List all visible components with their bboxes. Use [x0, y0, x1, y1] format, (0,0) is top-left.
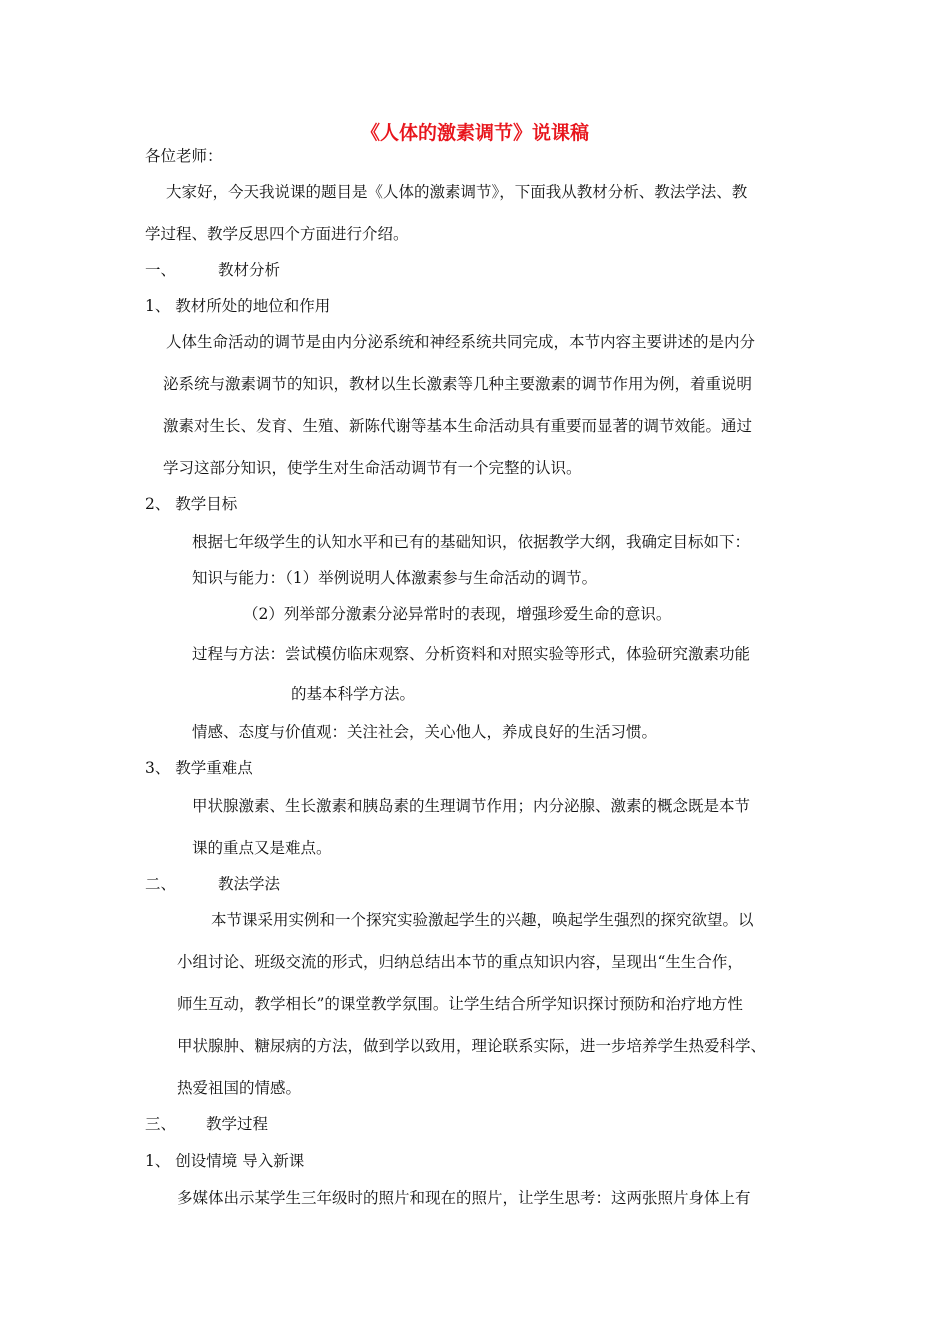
subheading-difficult: 3、 教学重难点 — [145, 759, 253, 777]
section-number: 二、 — [145, 875, 177, 893]
goals-knowledge-2: （2）列举部分激素分泌异常时的表现，增强珍爱生命的意识。 — [243, 605, 672, 623]
section-number: 一、 — [145, 261, 177, 279]
section-heading-3 — [145, 1114, 268, 1134]
subheading-position: 1、 教材所处的地位和作用 — [145, 297, 331, 315]
paragraph-line: 师生互动，教学相长”的课堂教学氛围。让学生结合所学知识探讨预防和治疗地方性 — [177, 995, 743, 1013]
goals-process-2: 的基本科学方法。 — [291, 685, 416, 703]
paragraph-line: 本节课采用实例和一个探究实验激起学生的兴趣，唤起学生强烈的探究欲望。以 — [211, 911, 754, 929]
paragraph-line: 学习这部分知识，使学生对生命活动调节有一个完整的认识。 — [163, 459, 582, 477]
goals-basis: 根据七年级学生的认知水平和已有的基础知识，依据教学大纲，我确定目标如下： — [192, 533, 751, 551]
intro-line-2: 学过程、教学反思四个方面进行介绍。 — [145, 225, 409, 243]
paragraph-line: 多媒体出示某学生三年级时的照片和现在的照片，让学生思考：这两张照片身体上有 — [177, 1189, 751, 1207]
paragraph-line: 小组讨论、班级交流的形式，归纳总结出本节的重点知识内容，呈现出“生生合作， — [177, 953, 743, 971]
paragraph-line: 甲状腺激素、生长激素和胰岛素的生理调节作用；内分泌腺、激素的概念既是本节 — [192, 797, 751, 815]
subheading-goals: 2、 教学目标 — [145, 495, 238, 513]
document-title: 《人体的激素调节》说课稿 — [360, 122, 589, 144]
paragraph-line: 课的重点又是难点。 — [192, 839, 332, 857]
section-title: 教学过程 — [206, 1115, 269, 1133]
goals-knowledge-1: 知识与能力：（1）举例说明人体激素参与生命活动的调节。 — [192, 569, 598, 587]
section-heading-1 — [145, 260, 280, 280]
paragraph-line: 人体生命活动的调节是由内分泌系统和神经系统共同完成，本节内容主要讲述的是内分 — [166, 333, 756, 351]
paragraph-line: 热爱祖国的情感。 — [177, 1079, 302, 1097]
section-number: 三、 — [145, 1115, 177, 1133]
paragraph-line: 甲状腺肿、糖尿病的方法，做到学以致用，理论联系实际，进一步培养学生热爱科学、 — [177, 1037, 767, 1055]
subheading-intro-lesson: 1、 创设情境 导入新课 — [145, 1152, 305, 1170]
paragraph-line: 泌系统与激素调节的知识，教材以生长激素等几种主要激素的调节作用为例，着重说明 — [163, 375, 753, 393]
section-title: 教法学法 — [218, 875, 281, 893]
goals-emotion: 情感、态度与价值观：关注社会，关心他人，养成良好的生活习惯。 — [192, 723, 658, 741]
section-heading-2 — [145, 874, 280, 894]
paragraph-line: 激素对生长、发育、生殖、新陈代谢等基本生命活动具有重要而显著的调节效能。通过 — [163, 417, 753, 435]
greeting: 各位老师： — [145, 147, 223, 165]
goals-process-1: 过程与方法：尝试模仿临床观察、分析资料和对照实验等形式，体验研究激素功能 — [192, 645, 751, 663]
section-title: 教材分析 — [218, 261, 281, 279]
intro-line-1: 大家好，今天我说课的题目是《人体的激素调节》，下面我从教材分析、教法学法、教 — [166, 183, 748, 201]
